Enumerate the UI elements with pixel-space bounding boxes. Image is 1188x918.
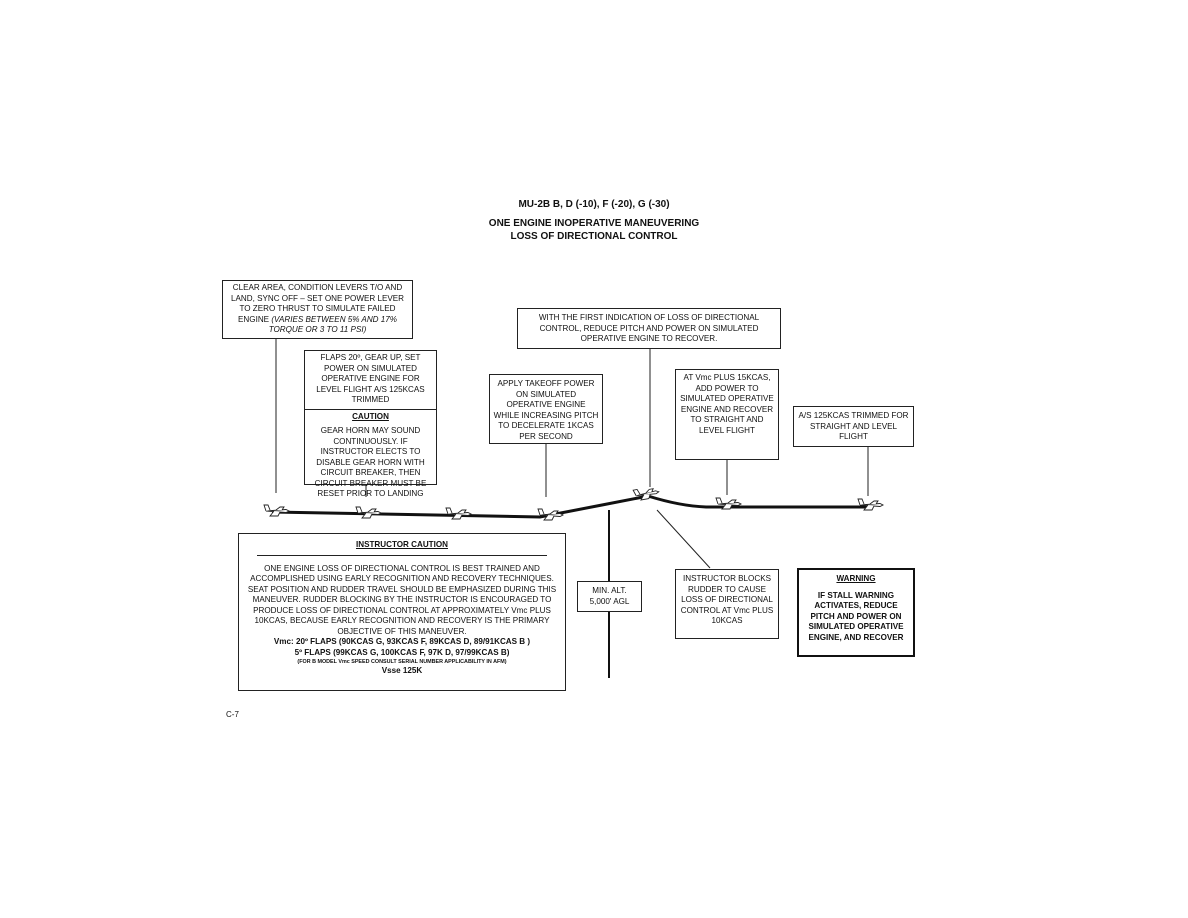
takeoff-power-step-box bbox=[489, 374, 603, 444]
flaps-gear-caution-text: GEAR HORN MAY SOUND CONTINUOUSLY. IF INSTRUCTOR ELECTS TO DISABLE GEAR HORN WITH CIRCUIT BREAKER, THEN CIRCUIT BREAKER MUST BE RESET PRIOR TO LANDING bbox=[314, 426, 427, 498]
trimmed-step-box bbox=[793, 406, 914, 447]
warning-header: WARNING bbox=[836, 574, 876, 583]
page-number: C-7 bbox=[226, 710, 239, 719]
vmc-plus-step-text: AT Vmc PLUS 15KCAS, ADD POWER TO SIMULATED OPERATIVE ENGINE AND RECOVER TO STRAIGHT AND LEVEL FLIGHT bbox=[680, 373, 774, 435]
aircraft-3-icon bbox=[446, 508, 471, 519]
instructor-caution-body: ONE ENGINE LOSS OF DIRECTIONAL CONTROL IS BEST TRAINED AND ACCOMPLISHED USING EARLY RECOGNITION AND RECOVERY TECHNIQUES. SEAT POSITION AND RUDDER TRAVEL SHOULD BE EMPHASIZED DURING THIS MANEUVER. RUDDER BLOCKING BY THE INSTRUCTOR IS ENCOURAGED TO PRODUCE LOSS OF DIRECTIONAL CONTROL AT APPROXIMATELY Vmc PLUS 10KCAS, BECAUSE EARLY RECOGNITION AND RECOVERY IS THE PRIMARY OBJECTIVE OF THIS MANEUVER. bbox=[247, 563, 557, 636]
setup-step-text: CLEAR AREA, CONDITION LEVERS T/O AND LAND, SYNC OFF – SET ONE POWER LEVER TO ZERO THRUST TO SIMULATE FAILED ENGINE (VARIES BETWEEN 5% AND 17% TORQUE OR 3 TO 11 PSI) bbox=[230, 283, 404, 334]
model-title: MU-2B B, D (-10), F (-20), G (-30) bbox=[518, 199, 670, 210]
vmc-speeds-line2: 5º FLAPS (99KCAS G, 100KCAS F, 97K D, 97/99KCAS B) bbox=[294, 647, 510, 657]
instructor-blocks-box bbox=[675, 569, 779, 639]
min-altitude-box bbox=[577, 581, 642, 612]
diagram-title-line1: ONE ENGINE INOPERATIVE MANEUVERING bbox=[488, 218, 700, 229]
aircraft-4-icon bbox=[538, 509, 563, 520]
warning-text: IF STALL WARNING ACTIVATES, REDUCE PITCH AND POWER ON SIMULATED OPERATIVE ENGINE, AND RECOVER bbox=[808, 590, 904, 642]
flaps-gear-step-text: FLAPS 20º, GEAR UP, SET POWER ON SIMULATED OPERATIVE ENGINE FOR LEVEL FLIGHT A/S 125KCAS TRIMMED bbox=[316, 353, 425, 404]
aircraft-1-icon bbox=[264, 505, 289, 516]
first-indication-step-box bbox=[517, 308, 781, 349]
b-model-note: (FOR B MODEL Vmc SPEED CONSULT SERIAL NUMBER APPLICABILITY IN AFM) bbox=[297, 659, 507, 665]
setup-step-box bbox=[222, 280, 413, 339]
instructor-caution-header: INSTRUCTOR CAUTION bbox=[355, 540, 449, 549]
vmc-plus-step-box bbox=[675, 369, 779, 460]
aircraft-2-icon bbox=[356, 507, 381, 518]
instructor-caution-divider bbox=[257, 555, 547, 556]
first-indication-step-text: WITH THE FIRST INDICATION OF LOSS OF DIRECTIONAL CONTROL, REDUCE PITCH AND POWER ON SIMULATED OPERATIVE ENGINE TO RECOVER. bbox=[538, 313, 760, 343]
instructor-blocks-leader-line bbox=[657, 510, 710, 568]
min-altitude-text: MIN. ALT. 5,000' AGL bbox=[589, 586, 630, 606]
flaps-gear-step-box bbox=[304, 350, 437, 498]
flaps-gear-caution-header: CAUTION bbox=[352, 411, 389, 421]
diagram-title-line2: LOSS OF DIRECTIONAL CONTROL bbox=[510, 231, 678, 242]
flaps-gear-divider bbox=[305, 409, 436, 410]
warning-box bbox=[797, 568, 915, 657]
instructor-caution-box bbox=[238, 533, 566, 691]
setup-step-note: (VARIES BETWEEN 5% AND 17% TORQUE OR 3 TO 11 PSI) bbox=[268, 314, 397, 334]
vmc-speeds-line1: Vmc: 20º FLAPS (90KCAS G, 93KCAS F, 89KCAS D, 89/91KCAS B ) bbox=[273, 637, 531, 646]
vsse-speed: Vsse 125K bbox=[381, 666, 423, 675]
trimmed-step-text: A/S 125KCAS TRIMMED FOR STRAIGHT AND LEVEL FLIGHT bbox=[798, 411, 909, 441]
instructor-blocks-text: INSTRUCTOR BLOCKS RUDDER TO CAUSE LOSS OF DIRECTIONAL CONTROL AT Vmc PLUS 10KCAS bbox=[680, 574, 774, 625]
takeoff-power-step-text: APPLY TAKEOFF POWER ON SIMULATED OPERATIVE ENGINE WHILE INCREASING PITCH TO DECELERATE 1KCAS PER SECOND bbox=[493, 379, 599, 441]
